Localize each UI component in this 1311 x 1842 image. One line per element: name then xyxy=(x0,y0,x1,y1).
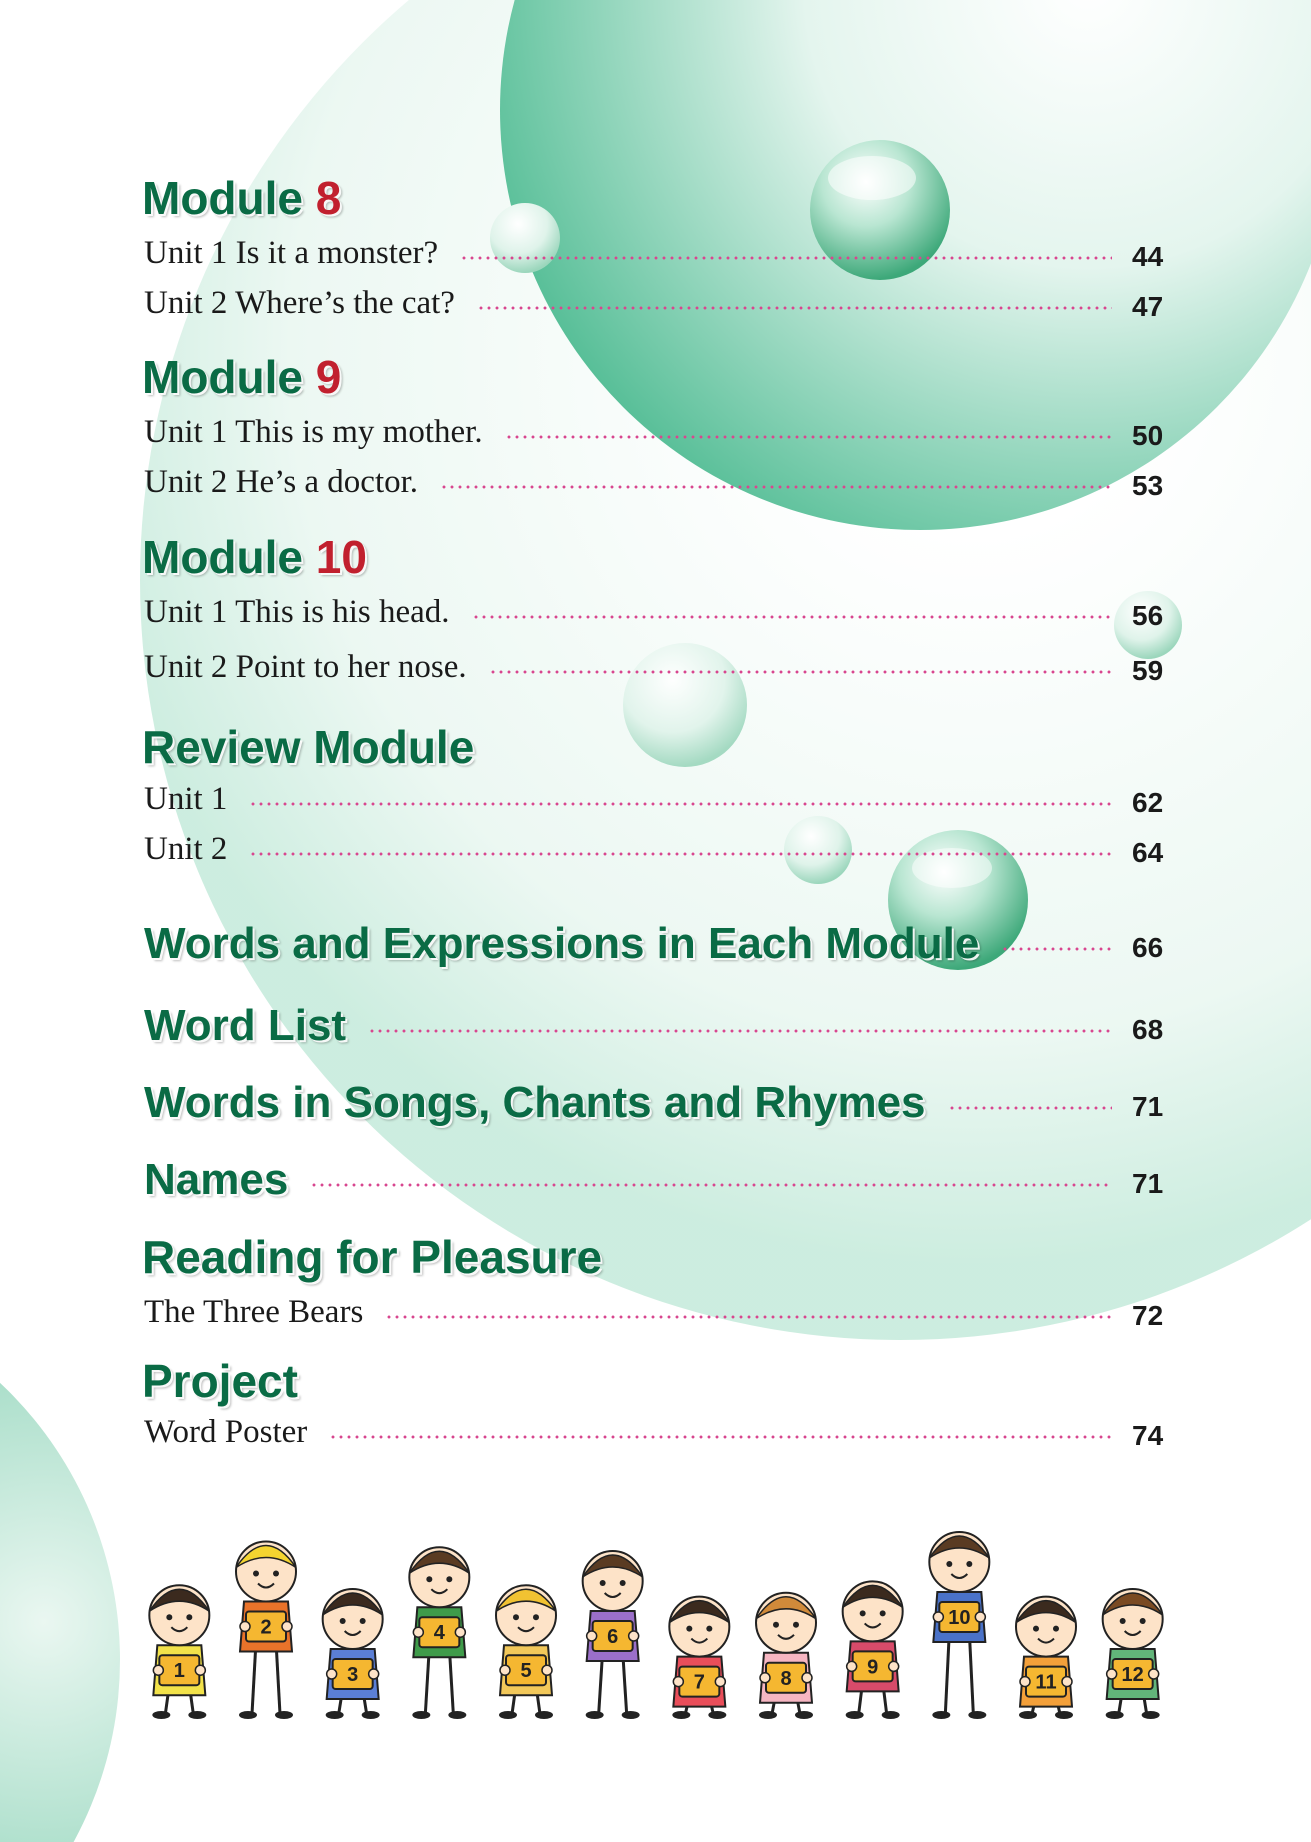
toc-entry[interactable] xyxy=(144,1412,1172,1452)
module-number: 8 xyxy=(315,172,342,224)
toc-entry[interactable] xyxy=(144,592,1172,632)
leader-dots xyxy=(489,670,1112,674)
toc-entry[interactable] xyxy=(144,233,1172,273)
heading-text: Review Module xyxy=(142,721,475,773)
leader-dots xyxy=(249,852,1112,856)
leader-dots xyxy=(472,615,1112,619)
entry-label: Unit 1 This is my mother. xyxy=(144,413,483,450)
project-heading xyxy=(142,1356,298,1406)
leader-dots xyxy=(460,256,1112,260)
toc-entry[interactable] xyxy=(144,462,1172,502)
toc-entry[interactable] xyxy=(144,647,1172,687)
module-9-heading xyxy=(142,352,341,402)
page-number: 44 xyxy=(1132,241,1164,272)
toc-entry-names[interactable] xyxy=(144,1154,1172,1206)
number-card-label: 3 xyxy=(347,1664,359,1686)
page-number: 47 xyxy=(1132,291,1164,322)
module-8-heading xyxy=(142,173,341,223)
entry-label: Words in Songs, Chants and Rhymes xyxy=(144,1078,926,1127)
entry-label: Unit 2 xyxy=(144,830,228,867)
entry-label: The Three Bears xyxy=(144,1293,364,1330)
number-card-label: 12 xyxy=(1121,1664,1144,1686)
number-card-label: 4 xyxy=(433,1622,445,1645)
kid-figure xyxy=(149,1585,209,1719)
toc-entry[interactable] xyxy=(144,283,1172,323)
entry-label: Unit 2 Point to her nose. xyxy=(144,648,467,685)
toc-entry[interactable] xyxy=(144,829,1172,869)
toc-entry[interactable] xyxy=(144,412,1172,452)
leader-dots xyxy=(385,1315,1112,1319)
entry-label: Unit 1 This is his head. xyxy=(144,593,450,630)
kid-figure xyxy=(929,1532,989,1719)
page-number: 74 xyxy=(1132,1420,1164,1451)
kid-figure xyxy=(843,1581,903,1719)
number-card-label: 2 xyxy=(260,1616,272,1639)
toc-entry[interactable] xyxy=(144,779,1172,819)
entry-label: Unit 2 Where’s the cat? xyxy=(144,284,455,321)
page-number: 53 xyxy=(1132,470,1164,501)
module-10-heading xyxy=(142,532,367,582)
entry-label: Word List xyxy=(144,1001,347,1050)
reading-for-pleasure-heading xyxy=(142,1232,602,1282)
page-number: 72 xyxy=(1132,1300,1164,1331)
entry-label: Unit 1 Is it a monster? xyxy=(144,234,439,271)
kid-figure xyxy=(583,1551,643,1719)
page-number: 68 xyxy=(1132,1014,1164,1045)
kid-figure xyxy=(1103,1589,1163,1719)
kid-figure xyxy=(496,1585,556,1719)
leader-dots xyxy=(310,1183,1112,1187)
heading-text: Module xyxy=(142,531,303,583)
review-module-heading xyxy=(142,722,474,772)
page-number: 71 xyxy=(1132,1168,1164,1199)
page-number: 59 xyxy=(1132,655,1164,686)
leader-dots xyxy=(249,802,1112,806)
toc-entry-word-list[interactable] xyxy=(144,1000,1172,1052)
heading-text: Module xyxy=(142,172,303,224)
page-number: 66 xyxy=(1132,932,1164,963)
children-holding-number-cards-illustration xyxy=(136,1518,1176,1723)
module-number: 9 xyxy=(315,351,342,403)
leader-dots xyxy=(948,1106,1112,1110)
number-card-label: 11 xyxy=(1035,1671,1057,1694)
entry-label: Word Poster xyxy=(144,1413,308,1450)
entry-label: Words and Expressions in Each Module xyxy=(144,919,980,968)
kid-figure xyxy=(669,1597,729,1719)
module-number: 10 xyxy=(315,531,367,583)
kid-figure xyxy=(756,1593,816,1719)
leader-dots xyxy=(368,1029,1112,1033)
leader-dots xyxy=(505,435,1112,439)
number-card-label: 1 xyxy=(173,1660,185,1683)
heading-text: Project xyxy=(142,1355,298,1407)
heading-text: Module xyxy=(142,351,303,403)
kid-figure xyxy=(1016,1597,1076,1719)
leader-dots xyxy=(1001,947,1112,951)
page-number: 71 xyxy=(1132,1091,1164,1122)
page-number: 56 xyxy=(1132,600,1164,631)
toc-entry-words-and-expressions[interactable] xyxy=(144,918,1172,970)
toc-entry[interactable] xyxy=(144,1292,1172,1332)
number-card-label: 8 xyxy=(780,1667,792,1690)
number-card-label: 5 xyxy=(520,1660,532,1683)
kid-figure xyxy=(236,1542,296,1720)
entry-label: Unit 2 He’s a doctor. xyxy=(144,463,419,500)
kid-figure xyxy=(409,1547,469,1719)
entry-label: Unit 1 xyxy=(144,780,228,817)
number-card-label: 9 xyxy=(867,1656,879,1679)
kid-figure xyxy=(323,1589,383,1719)
page-number: 62 xyxy=(1132,787,1164,818)
leader-dots xyxy=(477,306,1112,310)
leader-dots xyxy=(329,1435,1112,1439)
entry-label: Names xyxy=(144,1155,289,1204)
leader-dots xyxy=(440,485,1112,489)
number-card-label: 6 xyxy=(607,1626,619,1648)
toc-entry-words-in-songs[interactable] xyxy=(144,1077,1172,1129)
number-card-label: 10 xyxy=(948,1607,971,1629)
page-number: 50 xyxy=(1132,420,1164,451)
page-number: 64 xyxy=(1132,837,1164,868)
heading-text: Reading for Pleasure xyxy=(142,1231,603,1283)
number-card-label: 7 xyxy=(693,1671,705,1694)
